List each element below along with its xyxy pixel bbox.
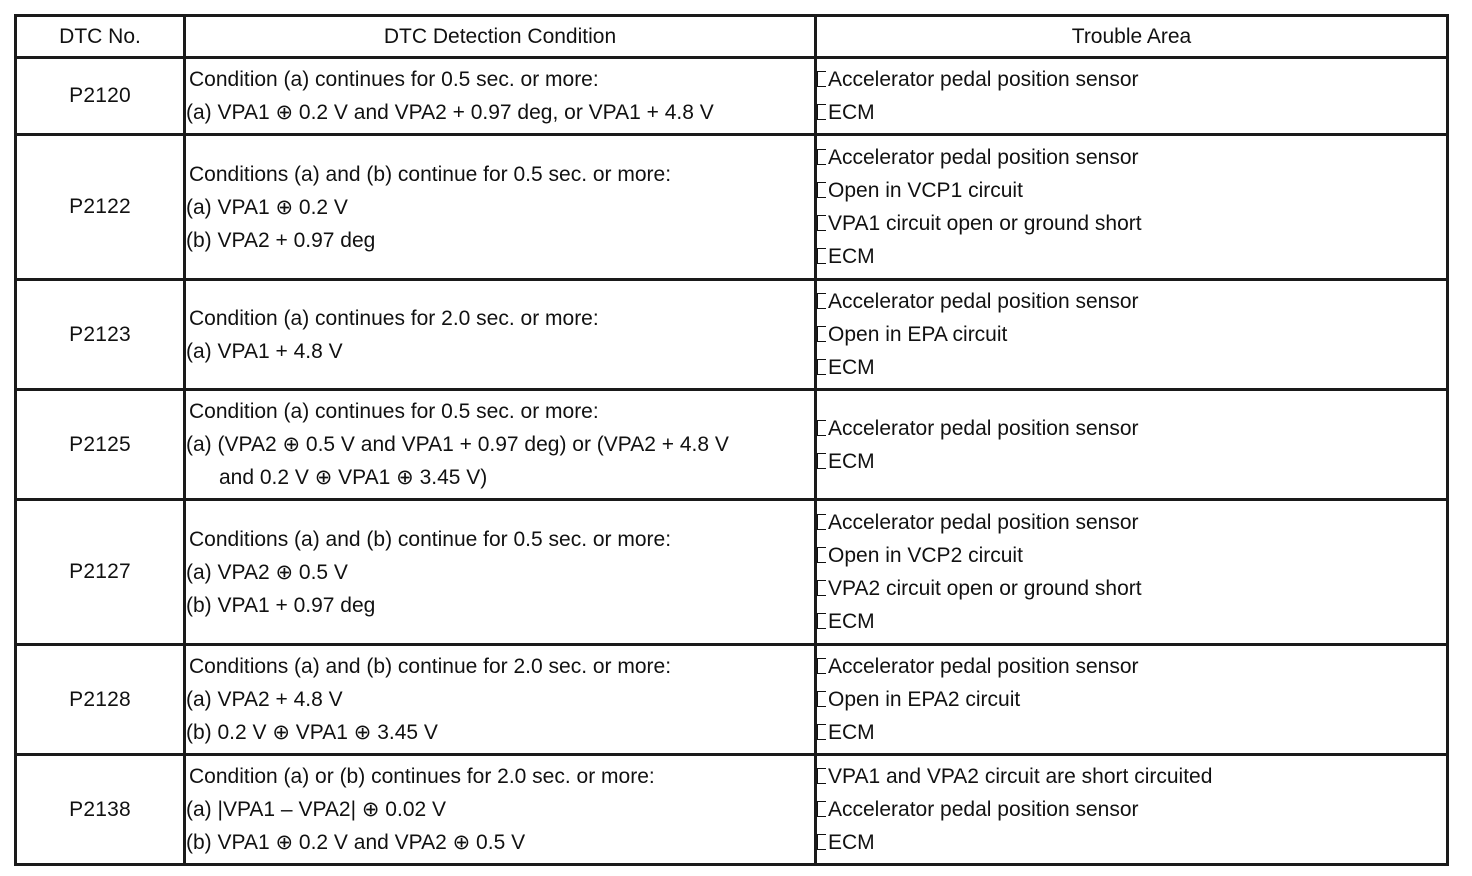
table-row	[16, 390, 1448, 500]
trouble-item: Accelerator pedal position sensor	[817, 650, 1446, 683]
trouble-area	[816, 500, 1448, 645]
dtc-code: P2122	[16, 135, 185, 280]
detection-condition	[185, 500, 816, 645]
bullet-box-icon	[817, 104, 826, 120]
dtc-code: P2123	[16, 280, 185, 390]
condition-line: and 0.2 V ⊕ VPA1 ⊕ 3.45 V)	[219, 466, 488, 489]
trouble-item: ECM	[817, 605, 1446, 638]
condition-line: Condition (a) or (b) continues for 2.0 sec. or more:	[189, 765, 655, 788]
bullet-box-icon	[817, 326, 826, 342]
bullet-box-icon	[817, 420, 826, 436]
condition-line: (a) VPA2 ⊕ 0.5 V	[186, 560, 348, 584]
bullet-box-icon	[817, 359, 826, 375]
bullet-box-icon	[817, 514, 826, 530]
trouble-area	[816, 645, 1448, 755]
trouble-area	[816, 755, 1448, 865]
trouble-item: ECM	[817, 240, 1446, 273]
table-row	[16, 135, 1448, 280]
condition-line: (a) VPA2 + 4.8 V	[186, 688, 343, 711]
bullet-box-icon	[817, 453, 826, 469]
condition-line: Conditions (a) and (b) continue for 0.5 sec. or more:	[189, 162, 672, 186]
bullet-box-icon	[817, 691, 826, 707]
trouble-area	[816, 390, 1448, 500]
dtc-table	[14, 14, 1449, 866]
table-row	[16, 645, 1448, 755]
trouble-item: Accelerator pedal position sensor	[817, 285, 1446, 318]
detection-condition	[185, 58, 816, 135]
table-row	[16, 58, 1448, 135]
trouble-item: Open in EPA2 circuit	[817, 683, 1446, 716]
condition-line: (a) (VPA2 ⊕ 0.5 V and VPA1 + 0.97 deg) or (VPA2 + 4.8 V	[186, 433, 729, 456]
header-row	[16, 16, 1448, 58]
bullet-box-icon	[817, 768, 826, 784]
detection-condition	[185, 280, 816, 390]
trouble-item: ECM	[817, 826, 1446, 859]
trouble-item: Accelerator pedal position sensor	[817, 141, 1446, 174]
trouble-area	[816, 135, 1448, 280]
header-dtc-no: DTC No.	[16, 16, 185, 58]
trouble-item: VPA1 circuit open or ground short	[817, 207, 1446, 240]
condition-line: Condition (a) continues for 2.0 sec. or more:	[189, 306, 599, 330]
dtc-code: P2138	[16, 755, 185, 865]
condition-line: (a) VPA1 ⊕ 0.2 V	[186, 195, 348, 219]
dtc-code: P2127	[16, 500, 185, 645]
header-detection-condition: DTC Detection Condition	[185, 16, 816, 58]
dtc-code: P2120	[16, 58, 185, 135]
trouble-area	[816, 58, 1448, 135]
condition-line: (a) VPA1 + 4.8 V	[186, 339, 343, 363]
bullet-box-icon	[817, 547, 826, 563]
bullet-box-icon	[817, 658, 826, 674]
condition-line: (a) |VPA1 – VPA2| ⊕ 0.02 V	[186, 798, 447, 821]
detection-condition	[185, 390, 816, 500]
condition-line: (b) VPA1 + 0.97 deg	[186, 593, 376, 617]
condition-line: (a) VPA1 ⊕ 0.2 V and VPA2 + 0.97 deg, or VPA1 + 4.8 V	[186, 101, 714, 124]
detection-condition	[185, 135, 816, 280]
condition-line: (b) VPA1 ⊕ 0.2 V and VPA2 ⊕ 0.5 V	[186, 831, 526, 854]
trouble-item: Accelerator pedal position sensor	[817, 63, 1446, 96]
condition-line: Condition (a) continues for 0.5 sec. or more:	[189, 68, 599, 91]
trouble-item: ECM	[817, 351, 1446, 384]
trouble-item: Accelerator pedal position sensor	[817, 793, 1446, 826]
table-row	[16, 755, 1448, 865]
dtc-code: P2125	[16, 390, 185, 500]
condition-line: Conditions (a) and (b) continue for 2.0 sec. or more:	[189, 655, 672, 678]
trouble-item: Accelerator pedal position sensor	[817, 506, 1446, 539]
trouble-item: ECM	[817, 96, 1446, 129]
bullet-box-icon	[817, 215, 826, 231]
bullet-box-icon	[817, 293, 826, 309]
detection-condition	[185, 645, 816, 755]
bullet-box-icon	[817, 801, 826, 817]
detection-condition	[185, 755, 816, 865]
bullet-box-icon	[817, 182, 826, 198]
trouble-item: Accelerator pedal position sensor	[817, 412, 1446, 445]
trouble-item: Open in EPA circuit	[817, 318, 1446, 351]
trouble-item: ECM	[817, 445, 1446, 478]
trouble-item: VPA2 circuit open or ground short	[817, 572, 1446, 605]
trouble-item: Open in VCP1 circuit	[817, 174, 1446, 207]
header-trouble-area: Trouble Area	[816, 16, 1448, 58]
dtc-code: P2128	[16, 645, 185, 755]
table-row	[16, 500, 1448, 645]
bullet-box-icon	[817, 149, 826, 165]
condition-line: (b) 0.2 V ⊕ VPA1 ⊕ 3.45 V	[186, 721, 438, 744]
bullet-box-icon	[817, 248, 826, 264]
bullet-box-icon	[817, 724, 826, 740]
bullet-box-icon	[817, 580, 826, 596]
bullet-box-icon	[817, 834, 826, 850]
condition-line: Condition (a) continues for 0.5 sec. or more:	[189, 400, 599, 423]
bullet-box-icon	[817, 71, 826, 87]
condition-line: (b) VPA2 + 0.97 deg	[186, 228, 376, 252]
trouble-item: Open in VCP2 circuit	[817, 539, 1446, 572]
trouble-item: ECM	[817, 716, 1446, 749]
trouble-item: VPA1 and VPA2 circuit are short circuited	[817, 760, 1446, 793]
table-row	[16, 280, 1448, 390]
bullet-box-icon	[817, 613, 826, 629]
condition-line: Conditions (a) and (b) continue for 0.5 sec. or more:	[189, 527, 672, 551]
trouble-area	[816, 280, 1448, 390]
